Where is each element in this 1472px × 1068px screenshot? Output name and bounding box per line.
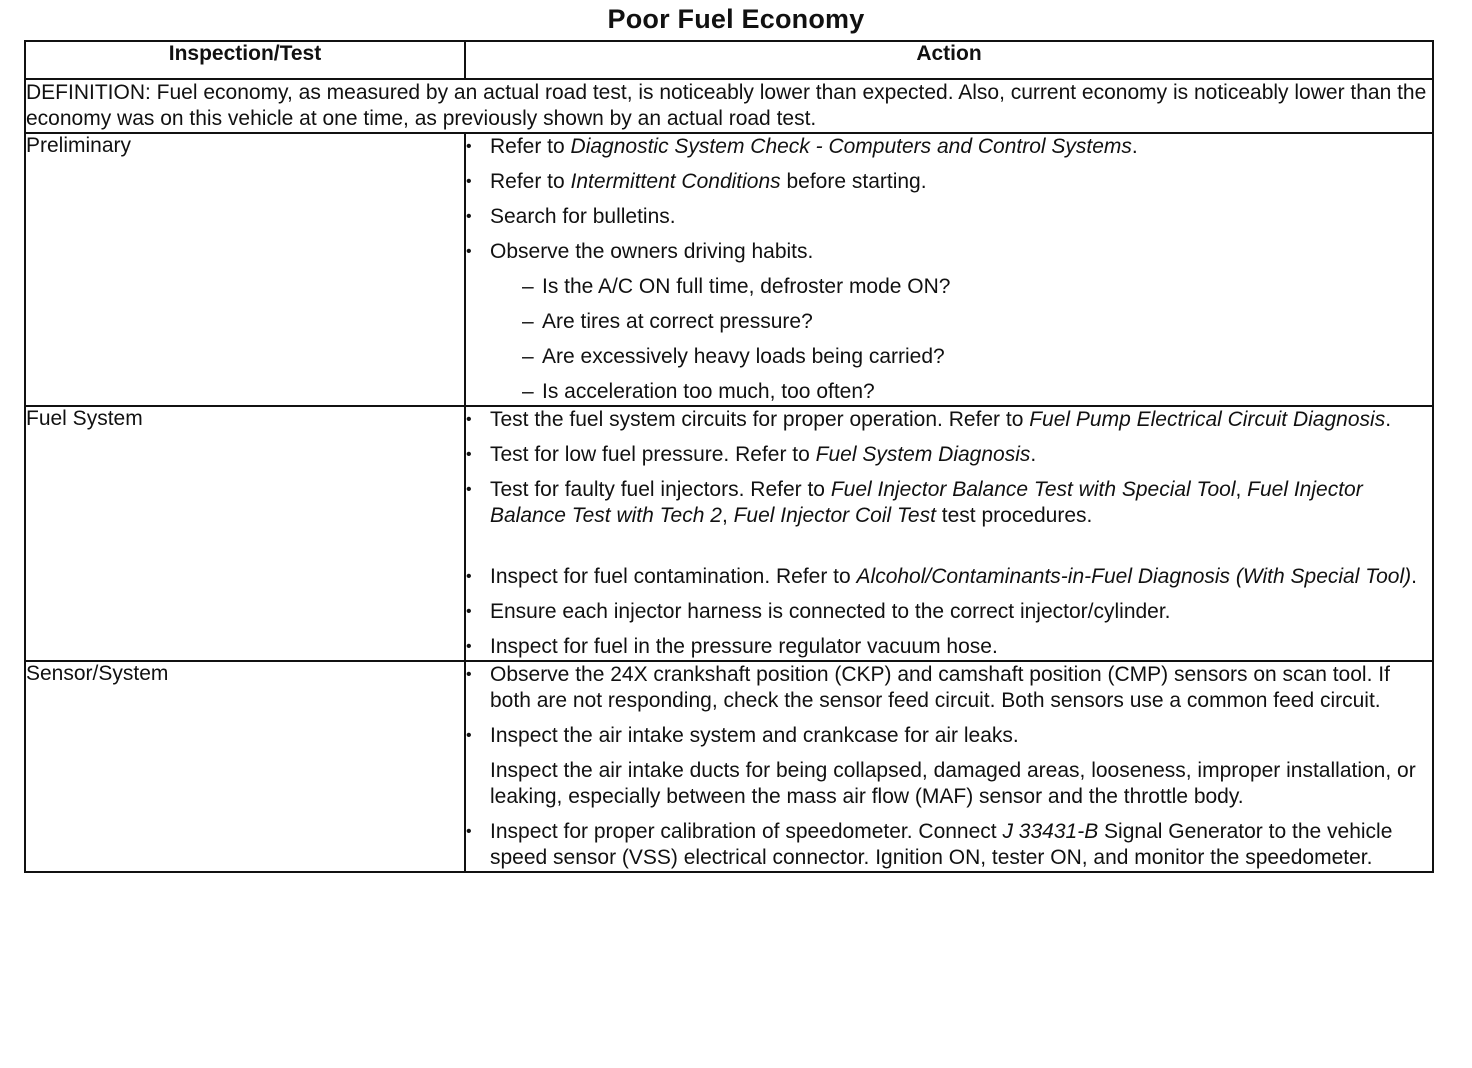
action-text xyxy=(490,134,1432,160)
action-text-part: . xyxy=(1411,565,1417,588)
action-text xyxy=(490,442,1432,468)
action-text-part: Test for faulty fuel injectors. Refer to xyxy=(490,478,831,501)
sub-item xyxy=(522,274,1432,300)
action-text-part: Inspect the air intake system and crankcase for air leaks. xyxy=(490,724,1019,747)
section-actions xyxy=(465,133,1433,406)
action-text xyxy=(490,407,1432,433)
action-text-part: Observe the 24X crankshaft position (CKP) and camshaft position (CMP) sensors on scan tool. If both are not responding, check the sensor feed circuit. Both sensors use a common feed circuit. xyxy=(490,663,1390,712)
action-item xyxy=(466,169,1432,195)
bullet-icon: • xyxy=(466,243,472,260)
sub-item-text: Are excessively heavy loads being carried? xyxy=(542,345,945,368)
action-item xyxy=(466,239,1432,405)
action-item xyxy=(466,204,1432,230)
section-label: Fuel System xyxy=(25,406,465,661)
action-item xyxy=(466,564,1432,590)
section-label: Preliminary xyxy=(25,133,465,406)
action-text-part: test procedures. xyxy=(935,504,1093,527)
action-text-part: Inspect for fuel contamination. Refer to xyxy=(490,565,857,588)
action-item xyxy=(466,599,1432,625)
dash-icon: – xyxy=(522,345,534,368)
bullet-icon: • xyxy=(466,411,472,428)
action-item xyxy=(466,407,1432,433)
sub-list xyxy=(490,274,1432,405)
header-action: Action xyxy=(465,41,1433,79)
sub-item-text: Are tires at correct pressure? xyxy=(542,310,813,333)
action-note: Inspect the air intake ducts for being collapsed, damaged areas, looseness, improper installation, or leaking, especially between the mass air flow (MAF) sensor and the throttle body. xyxy=(490,759,1416,808)
header-row xyxy=(25,41,1433,79)
sections-body xyxy=(25,133,1433,872)
action-text-part: Refer to xyxy=(490,135,571,158)
sub-item xyxy=(522,379,1432,405)
bullet-icon: • xyxy=(466,727,472,744)
action-text-part: , xyxy=(1235,478,1248,501)
action-text-part: Test for low fuel pressure. Refer to xyxy=(490,443,816,466)
reference-link-text: Alcohol/Contaminants-in-Fuel Diagnosis (With Special Tool) xyxy=(856,565,1412,588)
bullet-icon: • xyxy=(466,638,472,655)
header-inspection-test: Inspection/Test xyxy=(25,41,465,79)
action-item xyxy=(466,134,1432,160)
dash-icon: – xyxy=(522,310,534,333)
action-item xyxy=(466,442,1432,468)
definition-row xyxy=(25,79,1433,133)
bullet-icon: • xyxy=(466,208,472,225)
bullet-icon: • xyxy=(466,666,472,683)
action-text xyxy=(490,599,1432,625)
action-text-part: Ensure each injector harness is connected to the correct injector/cylinder. xyxy=(490,600,1171,623)
page-title: Poor Fuel Economy xyxy=(607,4,865,34)
bullet-icon: • xyxy=(466,481,472,498)
bullet-icon: • xyxy=(466,173,472,190)
action-text xyxy=(490,239,1432,405)
bullet-icon: • xyxy=(466,446,472,463)
action-item xyxy=(466,819,1432,871)
reference-link-text: Fuel Injector Balance Test with Tech 2 xyxy=(490,478,1363,527)
action-text xyxy=(490,477,1432,529)
bullet-icon: • xyxy=(466,138,472,155)
action-text xyxy=(490,819,1432,871)
action-text xyxy=(490,169,1432,195)
action-text-part: before starting. xyxy=(780,170,927,193)
action-text-part: Signal Generator to the vehicle speed sensor (VSS) electrical connector. Ignition ON, tester ON, and monitor the speedometer. xyxy=(490,820,1393,869)
dash-icon: – xyxy=(522,275,534,298)
reference-link-text: Diagnostic System Check - Computers and Control Systems xyxy=(570,135,1132,158)
dash-icon: – xyxy=(522,380,534,403)
section-row xyxy=(25,406,1433,661)
action-item xyxy=(466,662,1432,714)
diagnostic-table xyxy=(24,40,1434,873)
action-text-part: Observe the owners driving habits. xyxy=(490,240,814,263)
action-text xyxy=(490,634,1432,660)
action-text xyxy=(490,662,1432,714)
reference-link-text: Fuel Pump Electrical Circuit Diagnosis xyxy=(1029,408,1386,431)
section-row xyxy=(25,133,1433,406)
section-actions xyxy=(465,406,1433,661)
reference-link-text: Fuel Injector Coil Test xyxy=(733,504,936,527)
action-text-part: Refer to xyxy=(490,170,571,193)
reference-link-text: Fuel System Diagnosis xyxy=(815,443,1031,466)
section-label: Sensor/System xyxy=(25,661,465,872)
section-row xyxy=(25,661,1433,872)
action-text-part: . xyxy=(1131,135,1138,158)
spacer xyxy=(466,538,1432,564)
sub-item xyxy=(522,344,1432,370)
action-item xyxy=(466,477,1432,529)
action-text-part: . xyxy=(1030,443,1037,466)
reference-link-text: Intermittent Conditions xyxy=(570,170,781,193)
action-item xyxy=(466,723,1432,749)
action-text xyxy=(490,204,1432,230)
action-text xyxy=(490,723,1432,749)
action-text-part: . xyxy=(1385,408,1392,431)
reference-link-text: Fuel Injector Balance Test with Special Tool xyxy=(830,478,1236,501)
action-text-part: Test the fuel system circuits for proper operation. Refer to xyxy=(490,408,1030,431)
action-text-part: , xyxy=(721,504,734,527)
action-text-part: Inspect for proper calibration of speedometer. Connect xyxy=(490,820,1003,843)
section-actions xyxy=(465,661,1433,872)
definition-text: DEFINITION: Fuel economy, as measured by an actual road test, is noticeably lower than expected. Also, current economy is noticeably lower than the economy was on this vehicle at one time, as previously shown by an actual road test. xyxy=(25,79,1433,133)
sub-item xyxy=(522,309,1432,335)
action-text-part: Search for bulletins. xyxy=(490,205,676,228)
action-text xyxy=(490,564,1432,590)
bullet-icon: • xyxy=(466,823,472,840)
sub-item-text: Is the A/C ON full time, defroster mode ON? xyxy=(542,275,951,298)
action-item xyxy=(466,634,1432,660)
action-text-part: Inspect for fuel in the pressure regulator vacuum hose. xyxy=(490,635,998,658)
sub-item-text: Is acceleration too much, too often? xyxy=(542,380,875,403)
reference-link-text: J 33431-B xyxy=(1002,820,1099,843)
bullet-icon: • xyxy=(466,603,472,620)
bullet-icon: • xyxy=(466,568,472,585)
